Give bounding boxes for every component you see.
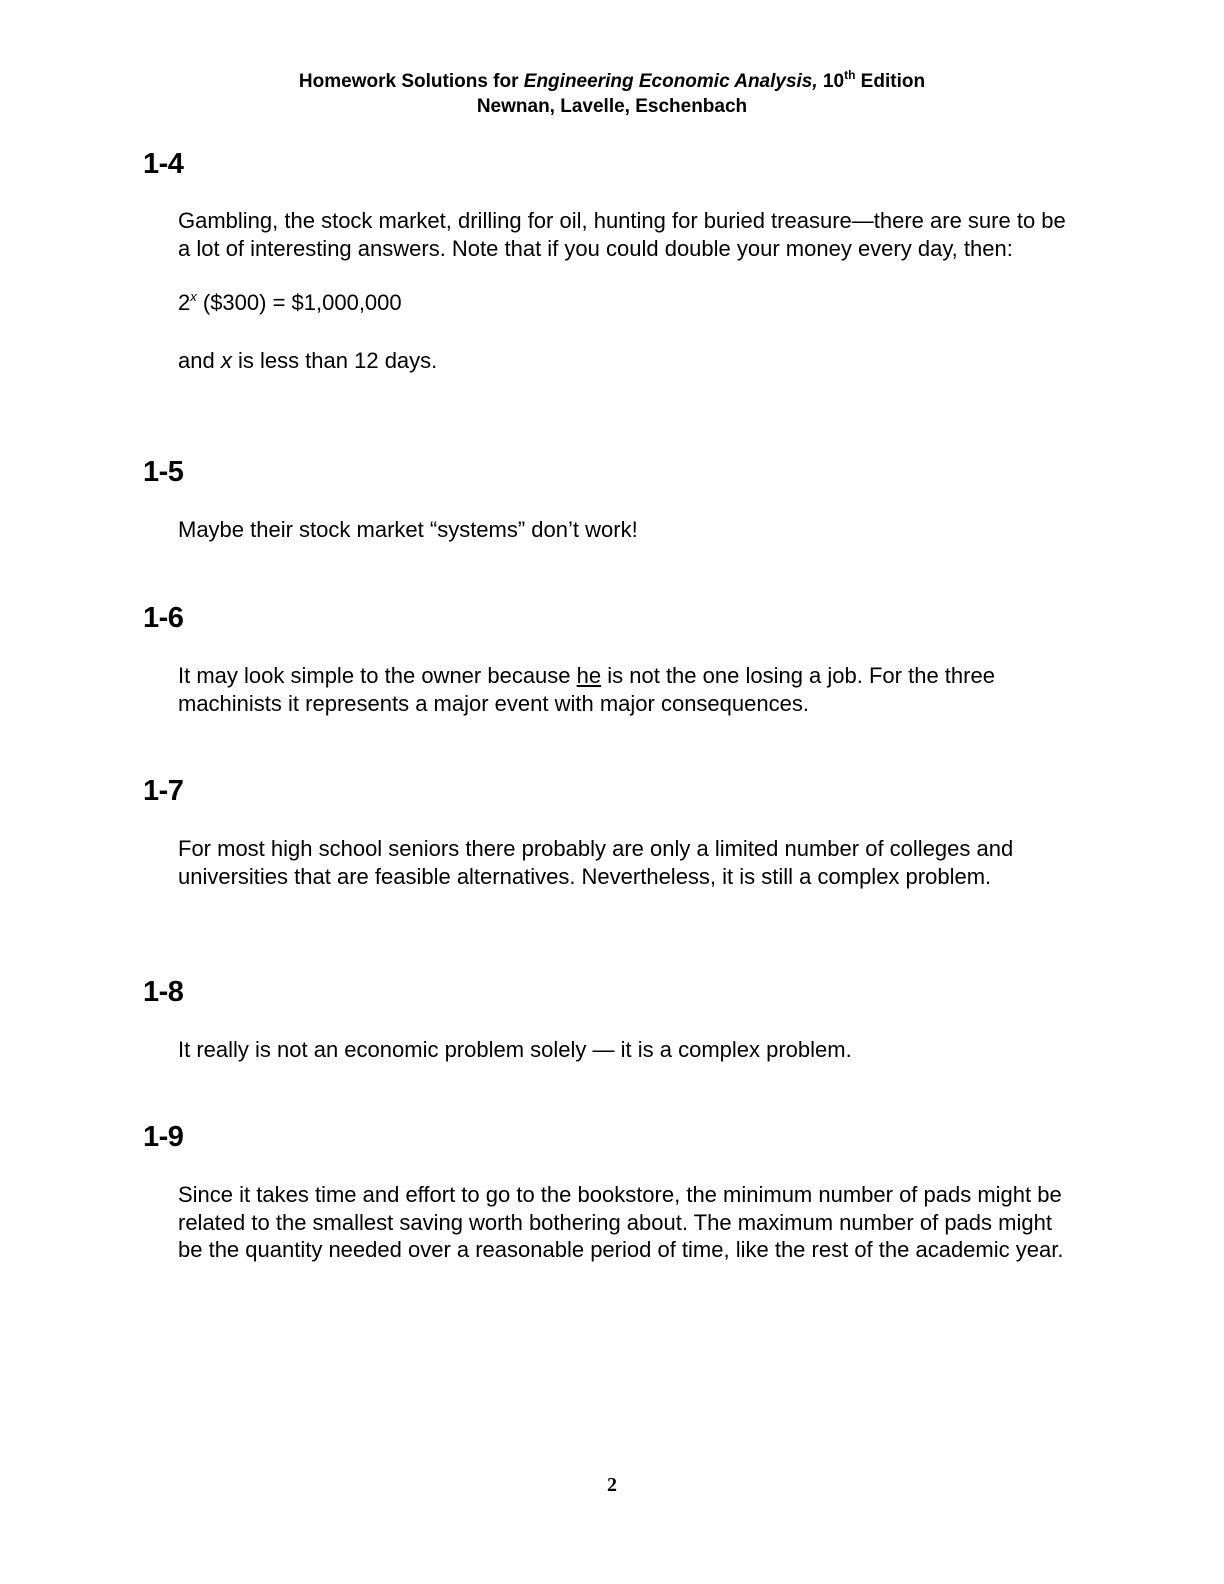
conclusion-variable: x	[220, 347, 232, 373]
answer-paragraph: Maybe their stock market “systems” don’t work!	[178, 517, 638, 542]
answer-paragraph: Since it takes time and effort to go to the bookstore, the minimum number of pads might be related to the smallest saving worth bothering about. The maximum number of pads might be the quantity needed over a reasonable period of time, like the rest of the academic year.	[178, 1182, 1064, 1262]
problem-1-6-answer	[178, 662, 1078, 717]
answer-paragraph: For most high school seniors there probably are only a limited number of colleges and universities that are feasible alternatives. Nevertheless, it is still a complex problem.	[178, 836, 1014, 889]
problem-1-5-answer	[178, 516, 1078, 544]
problem-heading: 1-5	[143, 456, 184, 488]
problem-number-1-5	[143, 455, 183, 489]
header-title-line	[0, 70, 1224, 95]
book-title: Engineering Economic Analysis,	[523, 71, 818, 92]
problem-number-1-4	[143, 147, 183, 181]
problem-1-4-answer	[178, 207, 1078, 374]
header-prefix: Homework Solutions for	[298, 71, 524, 92]
problem-number-1-7	[143, 774, 183, 808]
answer-conclusion	[178, 347, 1078, 375]
problem-number-1-9	[143, 1120, 183, 1154]
page-number: 2	[607, 1474, 617, 1496]
answer-post: is not the one losing a job. For the three machinists it represents a major event with major consequences.	[178, 663, 995, 716]
answer-pre: It may look simple to the owner because	[178, 663, 577, 688]
problem-1-8-answer	[178, 1036, 1078, 1064]
header-authors: Newnan, Lavelle, Eschenbach	[476, 96, 748, 117]
problem-heading: 1-7	[143, 775, 184, 807]
problem-heading: 1-6	[143, 602, 184, 634]
underlined-word: he	[576, 663, 602, 688]
formula-rest: ($300) = $1,000,000	[196, 290, 402, 315]
answer-paragraph	[178, 662, 1078, 717]
problem-1-9-answer	[178, 1181, 1078, 1264]
problem-1-7-answer	[178, 835, 1078, 890]
conclusion-post: is less than 12 days.	[231, 347, 438, 373]
page-header	[0, 70, 1224, 119]
answer-formula	[178, 289, 1078, 320]
edition-superscript: th	[844, 68, 856, 82]
problem-heading: 1-4	[143, 148, 184, 180]
problem-number-1-6	[143, 601, 183, 635]
formula-base: 2	[178, 290, 191, 315]
problem-heading: 1-9	[143, 1121, 184, 1153]
problem-heading: 1-8	[143, 976, 184, 1008]
answer-paragraph: Gambling, the stock market, drilling for oil, hunting for buried treasure—there are sure to be a lot of interesting answers. Note that if you could double your money every day, then:	[178, 208, 1066, 261]
edition-suffix: Edition	[855, 71, 926, 92]
conclusion-pre: and	[178, 347, 221, 373]
answer-paragraph: It really is not an economic problem solely — it is a complex problem.	[178, 1037, 852, 1062]
edition-number: 10	[817, 71, 845, 92]
formula-exponent: x	[190, 289, 197, 304]
problem-number-1-8	[143, 975, 183, 1009]
